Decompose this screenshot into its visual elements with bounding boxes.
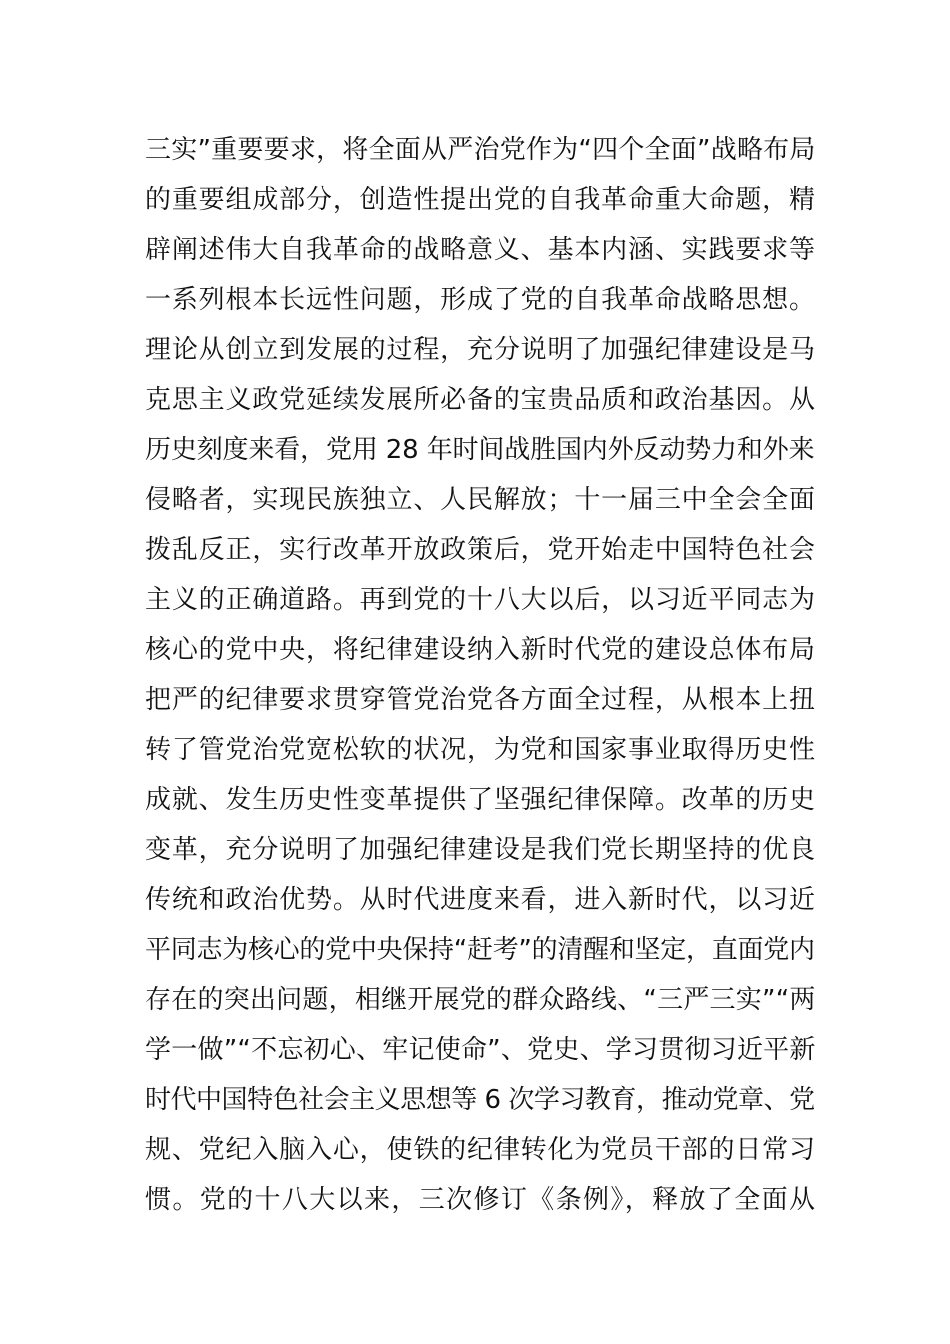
body-text — [145, 125, 815, 1225]
text-line: 的重要组成部分，创造性提出党的自我革命重大命题，精 — [145, 185, 816, 215]
text-line: 克思主义政党延续发展所必备的宝贵品质和政治基因。从 — [145, 385, 816, 415]
text-line: 时代中国特色社会主义思想等 6 次学习教育，推动党章、党 — [145, 1085, 815, 1115]
text-line: 侵略者，实现民族独立、人民解放；十一届三中全会全面 — [145, 485, 816, 515]
text-line: 成就、发生历史性变革提供了坚强纪律保障。改革的历史 — [145, 785, 816, 815]
text-line: 历史刻度来看，党用 28 年时间战胜国内外反动势力和外来 — [145, 435, 815, 465]
text-line: 核心的党中央，将纪律建设纳入新时代党的建设总体布局 — [145, 635, 816, 665]
text-line: 学一做”“不忘初心、牢记使命”、党史、学习贯彻习近平新 — [145, 1035, 816, 1065]
text-line: 惯。党的十八大以来，三次修订《条例》，释放了全面从 — [145, 1185, 817, 1215]
text-line: 平同志为核心的党中央保持“赶考”的清醒和坚定，直面党内 — [145, 935, 815, 965]
text-line: 三实”重要要求，将全面从严治党作为“四个全面”战略布局 — [145, 135, 816, 165]
text-line: 转了管党治党宽松软的状况，为党和国家事业取得历史性 — [145, 735, 816, 765]
text-line: 一系列根本长远性问题，形成了党的自我革命战略思想。 — [145, 285, 816, 315]
text-line: 存在的突出问题，相继开展党的群众路线、“三严三实”“两 — [145, 985, 816, 1015]
text-line: 拨乱反正，实行改革开放政策后，党开始走中国特色社会 — [145, 535, 816, 565]
text-line: 传统和政治优势。从时代进度来看，进入新时代，以习近 — [145, 885, 816, 915]
text-line: 变革，充分说明了加强纪律建设是我们党长期坚持的优良 — [145, 835, 816, 865]
text-line: 主义的正确道路。再到党的十八大以后，以习近平同志为 — [145, 585, 816, 615]
text-line: 理论从创立到发展的过程，充分说明了加强纪律建设是马 — [145, 335, 816, 365]
text-line: 规、党纪入脑入心，使铁的纪律转化为党员干部的日常习 — [145, 1135, 816, 1165]
text-line: 把严的纪律要求贯穿管党治党各方面全过程，从根本上扭 — [145, 685, 816, 715]
text-line: 辟阐述伟大自我革命的战略意义、基本内涵、实践要求等 — [145, 235, 816, 265]
